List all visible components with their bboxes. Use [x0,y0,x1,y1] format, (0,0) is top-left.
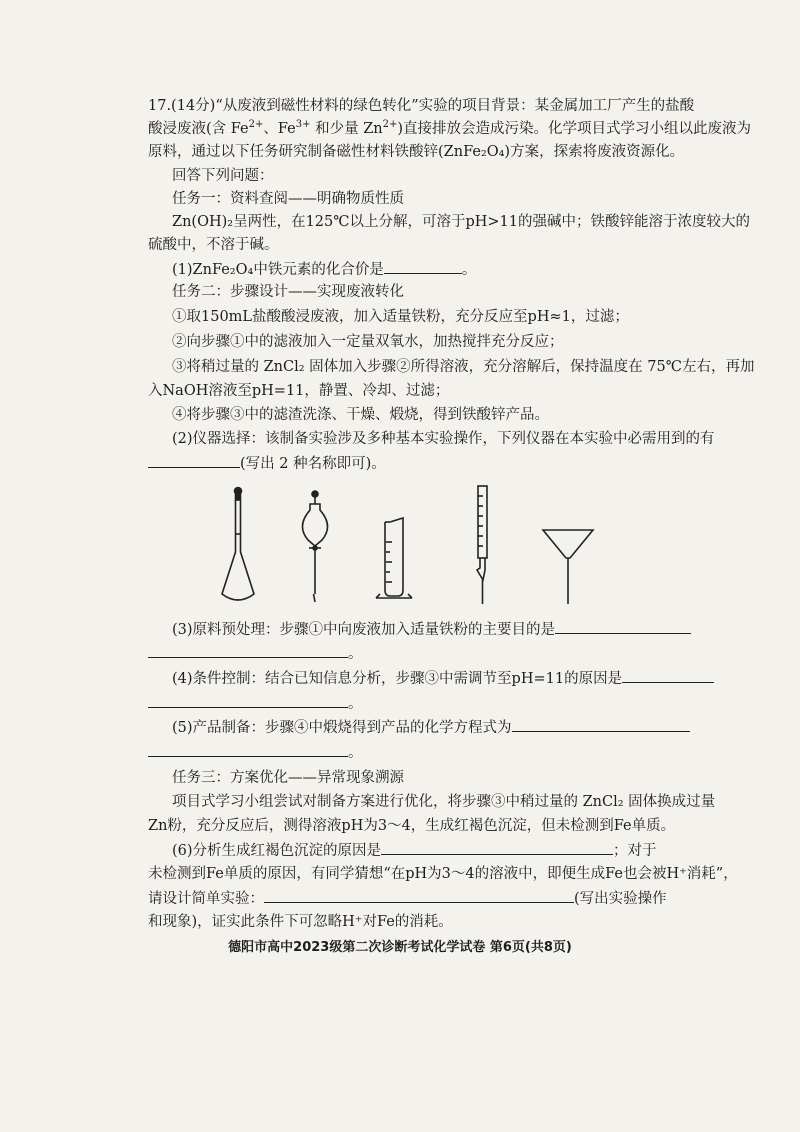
subquestion-5-line2: 。 [148,742,363,763]
answer-blank-4a[interactable] [622,668,714,683]
answer-blank-6b[interactable] [264,888,574,903]
question-17-intro: 17.(14分)“从废液到磁性材料的绿色转化”实验的项目背景：某金属加工厂产生的盐酸 [148,98,695,114]
subquestion-5: (5)产品制备：步骤④中煅烧得到产品的化学方程式为 [172,717,690,738]
info-line-1: Zn(OH)₂呈两性，在125℃以上分解，可溶于pH>11的强碱中；铁酸锌能溶于浓度较大的 [172,214,750,230]
apparatus-figure [200,482,620,612]
step-3-line2: 入NaOH溶液至pH=11，静置、冷却、过滤； [148,383,450,399]
subquestion-6: (6)分析生成红褐色沉淀的原因是 ；对于 [172,840,657,861]
answer-blank-3b[interactable] [148,643,348,658]
answer-blank-1[interactable] [384,259,462,274]
subquestion-3: (3)原料预处理：步骤①中向废液加入适量铁粉的主要目的是 [172,619,691,640]
answer-blank-3a[interactable] [555,619,691,634]
subquestion-6-line3: 请设计简单实验： (写出实验操作 [148,888,667,909]
subquestion-1: (1)ZnFe₂O₄中铁元素的化合价是 。 [172,259,476,280]
funnel-icon [543,530,593,604]
task-two-heading: 任务二：步骤设计——实现废液转化 [172,284,404,300]
answer-blank-5b[interactable] [148,742,348,757]
burette-icon [477,486,487,604]
task-three-line2: Zn粉，充分反应后，测得溶液pH为3～4，生成红褐色沉淀，但未检测到Fe单质。 [148,818,676,834]
subquestion-4: (4)条件控制：结合已知信息分析，步骤③中需调节至pH=11的原因是 [172,668,714,689]
task-one-heading: 任务一：资料查阅——明确物质性质 [172,191,404,207]
subquestion-3-line2: 。 [148,643,363,664]
separatory-funnel-icon [302,491,327,602]
subquestion-6-line2: 未检测到Fe单质的原因，有同学猜想“在pH为3～4的溶液中，即便生成Fe也会被H⁺消耗”， [148,866,738,882]
subquestion-4-line2: 。 [148,693,363,714]
volumetric-flask-icon [222,488,254,601]
page-footer: 德阳市高中2023级第二次诊断考试化学试卷 第6页(共8页) [228,940,572,955]
info-line-2: 硫酸中，不溶于碱。 [148,237,279,253]
task-three-line1: 项目式学习小组尝试对制备方案进行优化，将步骤③中稍过量的 ZnCl₂ 固体换成过量 [172,794,716,810]
subquestion-6-line4: 和现象)，证实此条件下可忽略H⁺对Fe的消耗。 [148,914,453,930]
task-three-heading: 任务三：方案优化——异常现象溯源 [172,770,404,786]
answer-blank-6a[interactable] [381,840,613,855]
instruction: 回答下列问题： [172,168,274,184]
subquestion-2-line2: (写出 2 种名称即可)。 [148,453,386,474]
step-3-line1: ③将稍过量的 ZnCl₂ 固体加入步骤②所得溶液，充分溶解后，保持温度在 75℃左右，再加 [172,359,755,375]
step-1: ①取150mL盐酸酸浸废液，加入适量铁粉，充分反应至pH≈1，过滤； [172,309,629,325]
step-2: ②向步骤①中的滤液加入一定量双氧水，加热搅拌充分反应； [172,334,564,350]
graduated-cylinder-icon [376,518,412,598]
answer-blank-2[interactable] [148,453,240,468]
answer-blank-4b[interactable] [148,693,348,708]
answer-blank-5a[interactable] [512,717,690,732]
question-17-line3: 原料，通过以下任务研究制备磁性材料铁酸锌(ZnFe₂O₄)方案，探索将废液资源化。 [148,144,685,160]
question-17-line2: 酸浸废液(含 $Fe^{2+}$、$Fe^{3+}$ 和少量 $Zn^{2+}$)直接排放会造成污染。化学项目式学习小组以此废液为 [148,119,752,137]
subquestion-2: (2)仪器选择：该制备实验涉及多种基本实验操作，下列仪器在本实验中必需用到的有 [172,431,715,447]
step-4: ④将步骤③中的滤渣洗涤、干燥、煅烧，得到铁酸锌产品。 [172,407,549,423]
